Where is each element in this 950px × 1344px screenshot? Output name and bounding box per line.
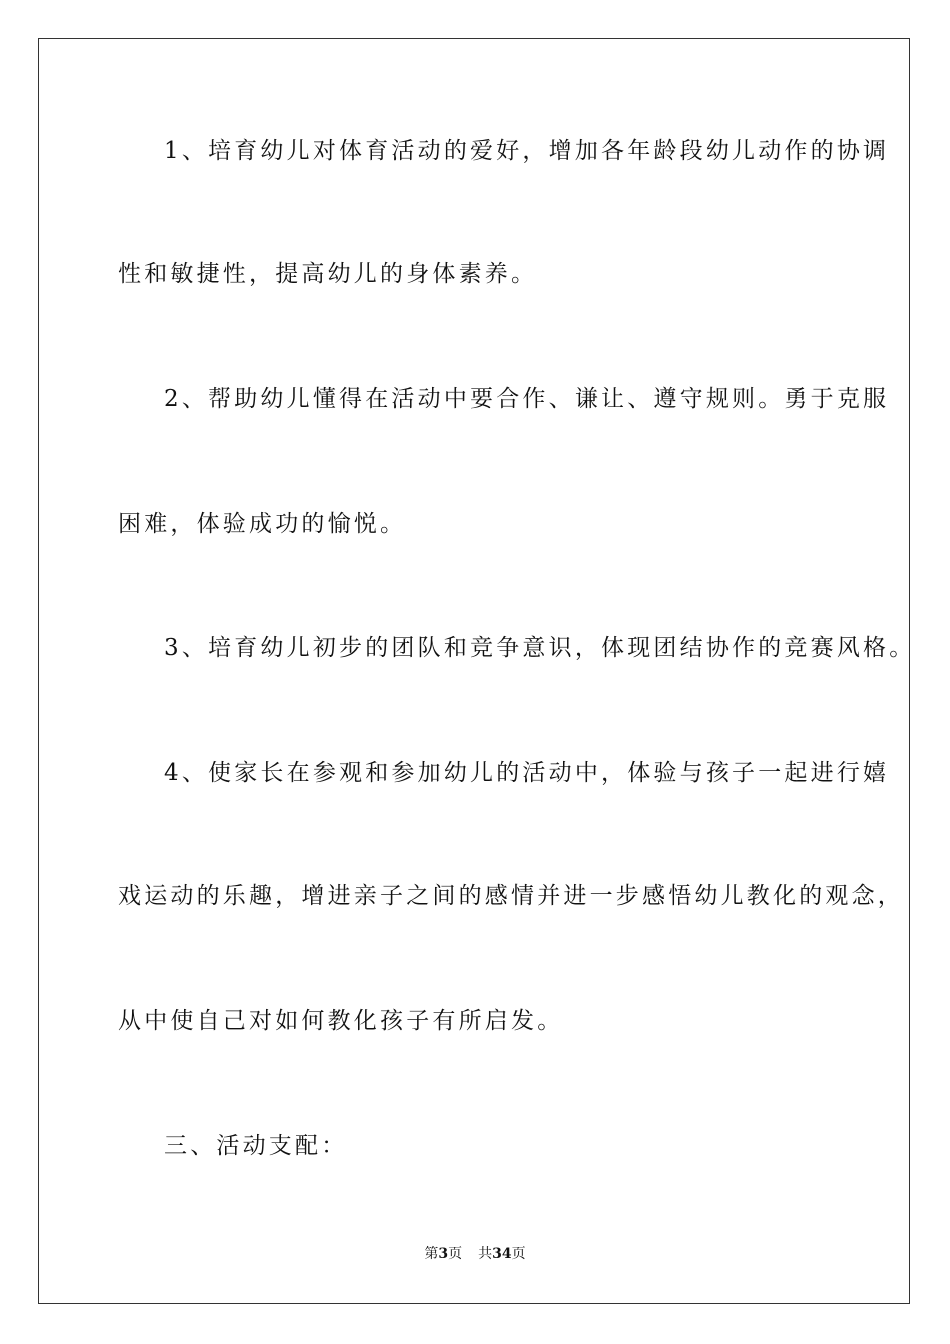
paragraph-1-line-1: 1、培育幼儿对体育活动的爱好，增加各年龄段幼儿动作的协调	[164, 138, 890, 164]
paragraph-4-line-1: 4、使家长在参观和参加幼儿的活动中，体验与孩子一起进行嬉	[164, 760, 890, 786]
paragraph-2-line-1: 2、帮助幼儿懂得在活动中要合作、谦让、遵守规则。勇于克服	[164, 386, 890, 412]
paragraph-4-line-3: 从中使自己对如何教化孩子有所启发。	[118, 1008, 564, 1034]
total-prefix: 共	[478, 1246, 493, 1262]
section-heading: 三、活动支配：	[164, 1133, 348, 1159]
paragraph-3-line-1: 3、培育幼儿初步的团队和竞争意识，体现团结协作的竞赛风格。	[164, 635, 916, 661]
paragraph-2-line-2: 困难，体验成功的愉悦。	[118, 511, 407, 537]
page-suffix: 页	[448, 1246, 463, 1262]
total-suffix: 页	[511, 1246, 526, 1262]
page-prefix: 第	[424, 1246, 439, 1262]
total-pages: 34	[492, 1246, 512, 1262]
page-border	[38, 38, 910, 1304]
page-footer	[0, 1245, 950, 1263]
page-number: 3	[438, 1246, 449, 1262]
paragraph-1-line-2: 性和敏捷性，提高幼儿的身体素养。	[118, 261, 538, 287]
paragraph-4-line-2: 戏运动的乐趣，增进亲子之间的感情并进一步感悟幼儿教化的观念，	[118, 883, 904, 909]
